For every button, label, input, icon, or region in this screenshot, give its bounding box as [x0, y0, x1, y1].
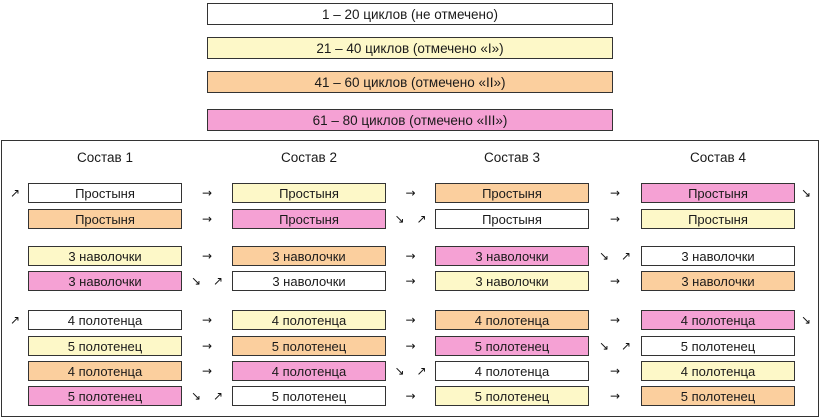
laundry-item: 5 полотенец: [435, 386, 589, 406]
column-header: Состав 3: [484, 150, 540, 165]
laundry-item: 4 полотенца: [232, 361, 386, 381]
arrow-icon: →: [405, 274, 416, 288]
laundry-item: 3 наволочки: [232, 271, 386, 291]
legend-item: 1 – 20 циклов (не отмечено): [207, 3, 613, 25]
laundry-item: 4 полотенца: [641, 310, 795, 330]
arrow-icon: →: [405, 339, 416, 353]
legend-item: 41 – 60 циклов (отмечено «II»): [207, 71, 613, 93]
arrow-icon: ↗: [9, 186, 21, 200]
arrow-icon: ↗: [620, 339, 632, 353]
laundry-item: Простыня: [232, 183, 386, 203]
laundry-item: Простыня: [435, 183, 589, 203]
laundry-item: 4 полотенца: [232, 310, 386, 330]
arrow-icon: ↗: [212, 274, 224, 288]
laundry-item: 5 полотенец: [641, 386, 795, 406]
laundry-item: 4 полотенца: [435, 361, 589, 381]
laundry-item: 3 наволочки: [28, 271, 182, 291]
laundry-item: 4 полотенца: [435, 310, 589, 330]
arrow-icon: ↘: [800, 313, 812, 327]
arrow-icon: ↘: [190, 274, 202, 288]
laundry-item: 5 полотенец: [232, 386, 386, 406]
arrow-icon: ↘: [394, 212, 405, 226]
arrow-icon: →: [201, 313, 213, 327]
arrow-icon: →: [405, 249, 416, 263]
arrow-icon: ↗: [416, 212, 427, 226]
laundry-item: Простыня: [28, 209, 182, 229]
laundry-item: 5 полотенец: [641, 336, 795, 356]
arrow-icon: →: [201, 249, 213, 263]
laundry-item: 4 полотенца: [28, 310, 182, 330]
legend-item: 61 – 80 циклов (отмечено «III»): [207, 109, 613, 131]
arrow-icon: →: [405, 389, 416, 403]
arrow-icon: →: [609, 389, 621, 403]
laundry-item: 5 полотенец: [28, 336, 182, 356]
laundry-item: Простыня: [641, 183, 795, 203]
arrow-icon: ↗: [416, 364, 427, 378]
laundry-item: Простыня: [641, 209, 795, 229]
arrow-icon: ↘: [190, 389, 202, 403]
column-header: Состав 1: [77, 150, 133, 165]
laundry-item: 4 полотенца: [641, 361, 795, 381]
arrow-icon: ↘: [598, 339, 610, 353]
legend-item: 21 – 40 циклов (отмечено «I»): [207, 37, 613, 59]
arrow-icon: →: [609, 186, 621, 200]
arrow-icon: →: [405, 186, 416, 200]
arrow-icon: ↗: [620, 249, 632, 263]
column-header: Состав 4: [690, 150, 746, 165]
arrow-icon: →: [201, 339, 213, 353]
laundry-item: 3 наволочки: [641, 246, 795, 266]
laundry-item: 5 полотенец: [28, 386, 182, 406]
column-header: Состав 2: [281, 150, 337, 165]
arrow-icon: →: [609, 274, 621, 288]
laundry-item: Простыня: [232, 209, 386, 229]
laundry-item: Простыня: [28, 183, 182, 203]
laundry-item: 5 полотенец: [435, 336, 589, 356]
arrow-icon: →: [609, 212, 621, 226]
arrow-icon: →: [201, 212, 213, 226]
arrow-icon: ↗: [9, 313, 21, 327]
laundry-item: 5 полотенец: [232, 336, 386, 356]
arrow-icon: ↗: [212, 389, 224, 403]
arrow-icon: →: [201, 364, 213, 378]
laundry-item: 3 наволочки: [232, 246, 386, 266]
arrow-icon: ↘: [394, 364, 405, 378]
laundry-item: 3 наволочки: [641, 271, 795, 291]
laundry-item: 3 наволочки: [435, 246, 589, 266]
arrow-icon: →: [609, 313, 621, 327]
arrow-icon: →: [609, 364, 621, 378]
arrow-icon: ↘: [598, 249, 610, 263]
arrow-icon: →: [405, 313, 416, 327]
laundry-item: 3 наволочки: [28, 246, 182, 266]
laundry-item: 3 наволочки: [435, 271, 589, 291]
arrow-icon: →: [201, 186, 213, 200]
arrow-icon: ↘: [800, 186, 812, 200]
laundry-item: Простыня: [435, 209, 589, 229]
laundry-item: 4 полотенца: [28, 361, 182, 381]
